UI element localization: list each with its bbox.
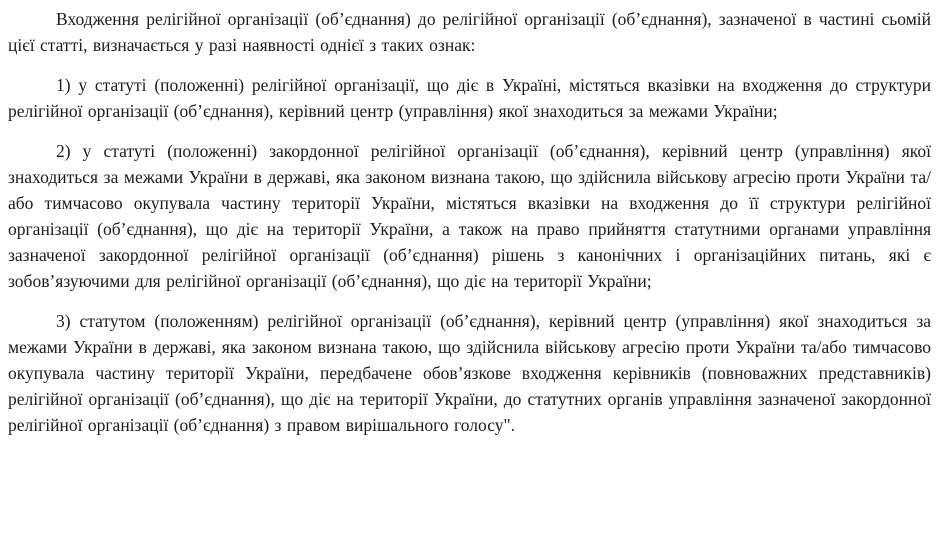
paragraph-item-2: 2) у статуті (положенні) закордонної релігійної організації (об’єднання), керівний центр (управління) якої знаходиться за межами України в державі, яка законом визнана такою, що здійснила військову агресію проти України та/або тимчасово окупувала частину території України, містяться вказівки на входження до її структури релігійної організації (об’єднання), що діє на території України, а також на право прийняття статутними органами управління зазначеної закордонної релігійної організації (об’єднання) рішень з канонічних і організаційних питань, які є зобов’язуючими для релігійної організації (об’єднання), що діє на території України; bbox=[8, 141, 931, 291]
paragraph-item-1: 1) у статуті (положенні) релігійної організації, що діє в Україні, містяться вказівки на входження до структури релігійної організації (об’єднання), керівний центр (управління) якої знаходиться за межами України; bbox=[8, 75, 931, 121]
paragraph-intro: Входження релігійної організації (об’єднання) до релігійної організації (об’єднання), зазначеної в частині сьомій цієї статті, визначається у разі наявності однієї з таких ознак: bbox=[8, 9, 931, 55]
paragraph-item-3: 3) статутом (положенням) релігійної організації (об’єднання), керівний центр (управління) якої знаходиться за межами України в державі, яка законом визнана такою, що здійснила військову агресію проти України та/або тимчасово окупувала частину території України, передбачене обов’язкове входження керівників (повноважних представників) релігійної організації (об’єднання), що діє на території України, до статутних органів управління зазначеної закордонної релігійної організації (об’єднання) з правом вирішального голосу". bbox=[8, 311, 931, 435]
